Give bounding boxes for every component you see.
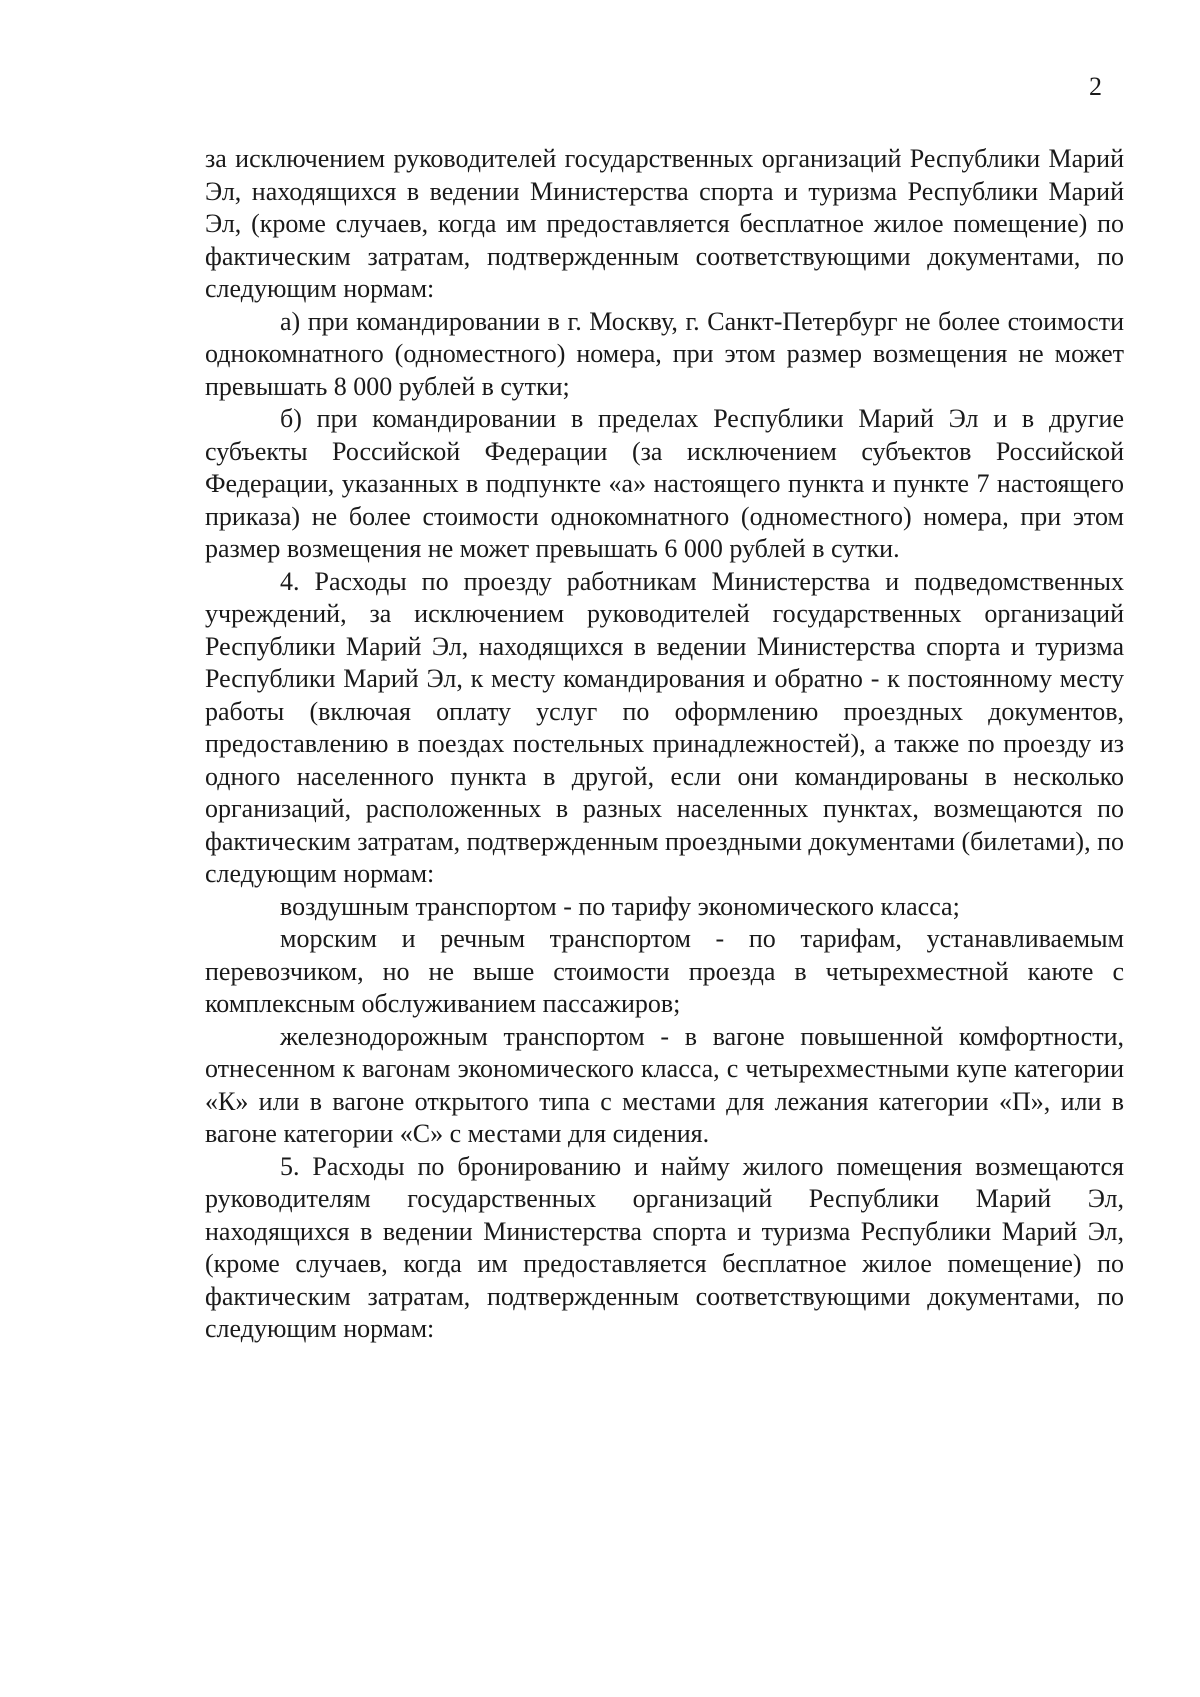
paragraph-rail-transport: железнодорожным транспортом - в вагоне повышенной комфортности, отнесенном к вагонам экономического класса, с четырехместными купе категории «К» или в вагоне открытого типа с местами для лежания категории «П», или в вагоне категории «С» с местами для сидения. (205, 1021, 1124, 1148)
paragraph-continuation: за исключением руководителей государственных организаций Республики Марий Эл, находящихся в ведении Министерства спорта и туризма Республики Марий Эл, (кроме случаев, когда им предоставляется бесплатное жилое помещение) по фактическим затратам, подтвержденным соответствующими документами, по следующим нормам: (205, 144, 1124, 303)
page-number: 2 (1089, 72, 1102, 101)
document-body (205, 143, 1124, 1346)
paragraph-item-5: 5. Расходы по бронированию и найму жилого помещения возмещаются руководителям государственных организаций Республики Марий Эл, находящихся в ведении Министерства спорта и туризма Республики Марий Эл, (кроме случаев, когда им предоставляется бесплатное жилое помещение) по фактическим затратам, подтвержденным соответствующими документами, по следующим нормам: (205, 1151, 1124, 1343)
paragraph-sea-river-transport: морским и речным транспортом - по тарифам, устанавливаемым перевозчиком, но не выше стоимости проезда в четырехместной каюте с комплексным обслуживанием пассажиров; (205, 924, 1124, 1018)
paragraph-item-4: 4. Расходы по проезду работникам Министерства и подведомственных учреждений, за исключением руководителей государственных организаций Республики Марий Эл, находящихся в ведении Министерства спорта и туризма Республики Марий Эл, к месту командирования и обратно - к постоянному месту работы (включая оплату услуг по оформлению проездных документов, предоставлению в поездах постельных принадлежностей), а также по проезду из одного населенного пункта в другой, если они командированы в несколько организаций, расположенных в разных населенных пунктах, возмещаются по фактическим затратам, подтвержденным проездными документами (билетами), по следующим нормам: (205, 566, 1125, 888)
paragraph-subitem-b: б) при командировании в пределах Республики Марий Эл и в другие субъекты Российской Федерации (за исключением субъектов Российской Федерации, указанных в подпункте «а» настоящего пункта и пункте 7 настоящего приказа) не более стоимости однокомнатного (одноместного) номера, при этом размер возмещения не может превышать 6 000 рублей в сутки. (205, 404, 1124, 563)
paragraph-air-transport: воздушным транспортом - по тарифу экономического класса; (280, 891, 960, 921)
paragraph-subitem-a: а) при командировании в г. Москву, г. Санкт-Петербург не более стоимости однокомнатного (одноместного) номера, при этом размер возмещения не может превышать 8 000 рублей в сутки; (205, 306, 1124, 401)
